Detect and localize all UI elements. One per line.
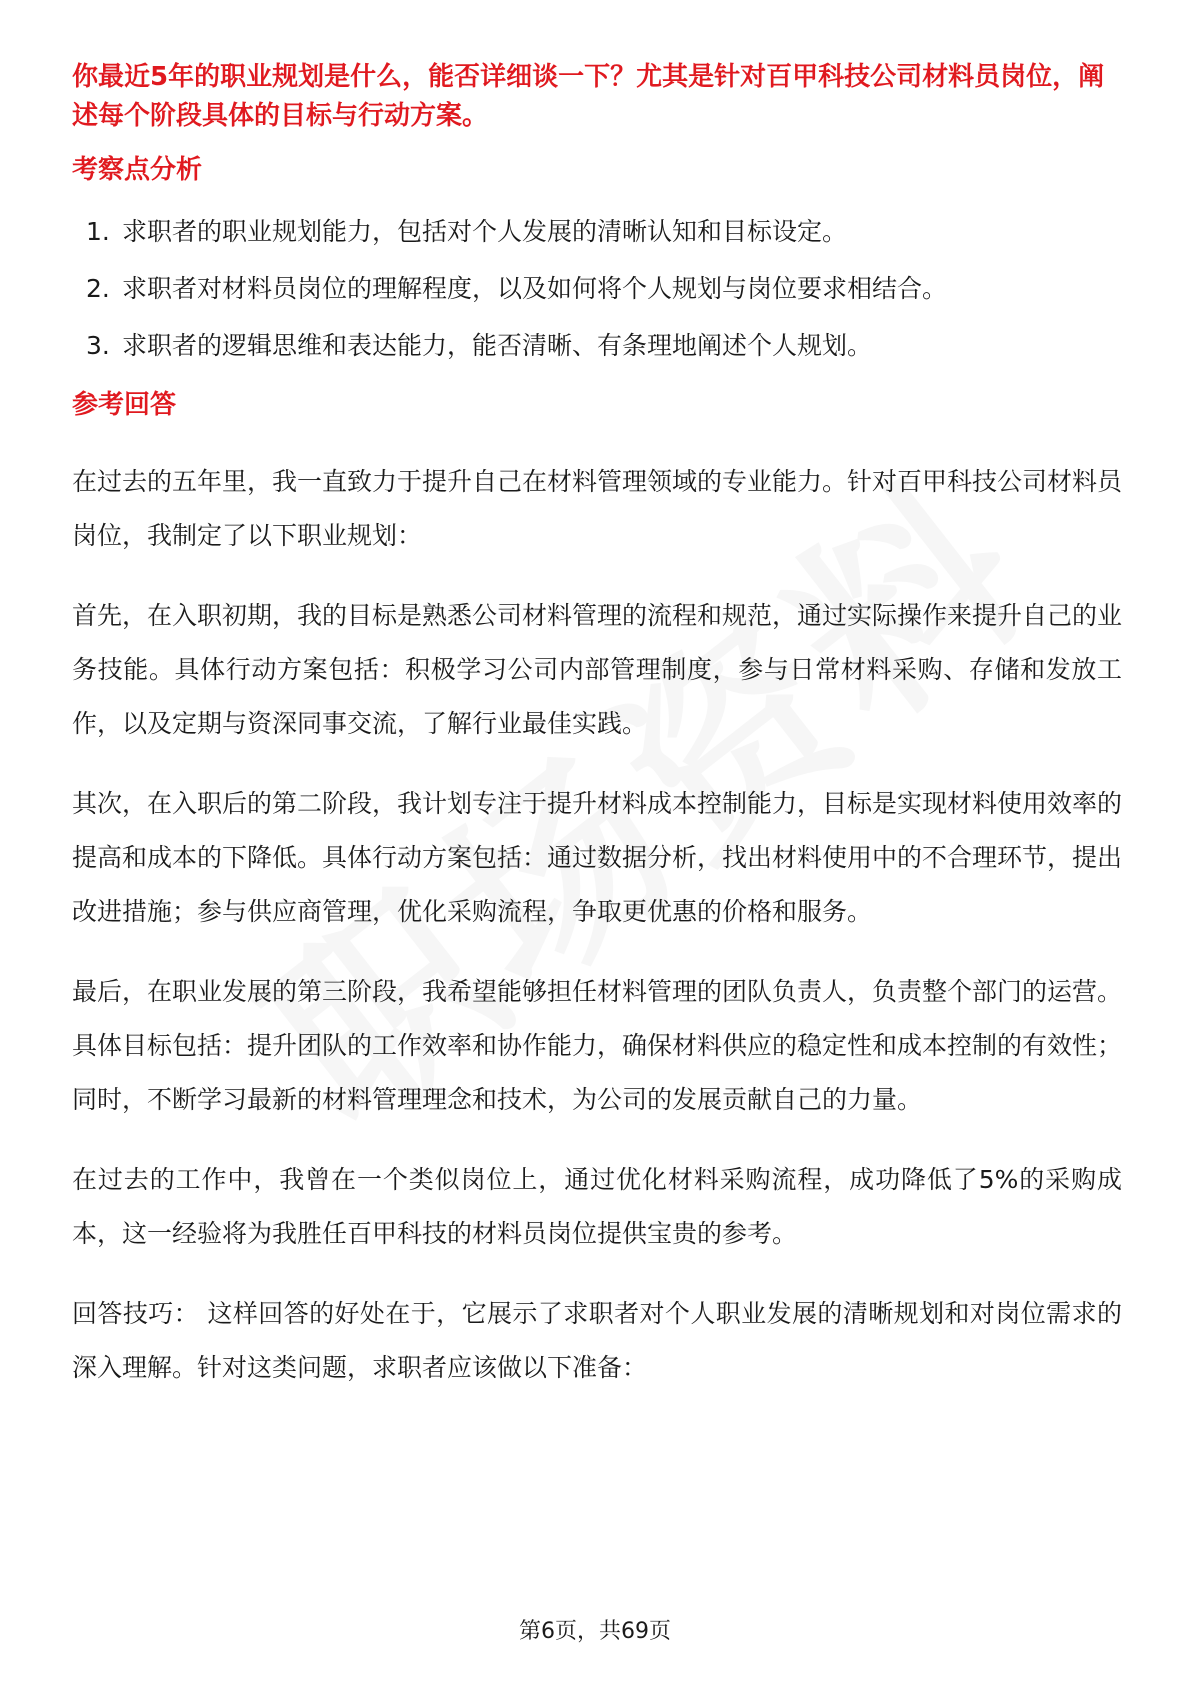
answer-paragraph: 最后，在职业发展的第三阶段，我希望能够担任材料管理的团队负责人，负责整个部门的运营。具体目标包括：提升团队的工作效率和协作能力，确保材料供应的稳定性和成本控制的有效性；同时，不断学习最新的材料管理理念和技术，为公司的发展贡献自己的力量。 <box>72 977 1123 1114</box>
analysis-title: 考察点分析 <box>72 155 203 185</box>
page-footer: 第6页，共69页 <box>519 1619 671 1644</box>
answer-paragraph: 其次，在入职后的第二阶段，我计划专注于提升材料成本控制能力，目标是实现材料使用效率的提高和成本的下降低。具体行动方案包括：通过数据分析，找出材料使用中的不合理环节，提出改进措施；参与供应商管理，优化采购流程，争取更优惠的价格和服务。 <box>72 789 1123 926</box>
analysis-list <box>72 214 1122 363</box>
answer-title: 参考回答 <box>72 390 177 420</box>
answer-paragraph: 首先，在入职初期，我的目标是熟悉公司材料管理的流程和规范，通过实际操作来提升自己的业务技能。具体行动方案包括：积极学习公司内部管理制度，参与日常材料采购、存储和发放工作，以及定期与资深同事交流，了解行业最佳实践。 <box>72 601 1123 738</box>
content <box>72 58 1122 1395</box>
answer-paragraph: 在过去的五年里，我一直致力于提升自己在材料管理领域的专业能力。针对百甲科技公司材料员岗位，我制定了以下职业规划： <box>72 467 1123 550</box>
answer-tips-paragraph: 回答技巧： 这样回答的好处在于，它展示了求职者对个人职业发展的清晰规划和对岗位需求的深入理解。针对这类问题，求职者应该做以下准备： <box>72 1299 1122 1382</box>
list-item <box>72 328 1122 363</box>
question-heading: 你最近5年的职业规划是什么，能否详细谈一下？尤其是针对百甲科技公司材料员岗位，阐述每个阶段具体的目标与行动方案。 <box>72 62 1105 131</box>
list-item-text: 求职者的职业规划能力，包括对个人发展的清晰认知和目标设定。 <box>122 217 848 246</box>
list-item-number: 1. <box>86 217 110 246</box>
answer-paragraph: 在过去的工作中，我曾在一个类似岗位上，通过优化材料采购流程，成功降低了5%的采购成本，这一经验将为我胜任百甲科技的材料员岗位提供宝贵的参考。 <box>72 1165 1122 1248</box>
list-item-text: 求职者的逻辑思维和表达能力，能否清晰、有条理地阐述个人规划。 <box>122 331 873 360</box>
list-item-text: 求职者对材料员岗位的理解程度，以及如何将个人规划与岗位要求相结合。 <box>122 274 948 303</box>
list-item-number: 3. <box>86 331 110 360</box>
list-item <box>72 271 1122 306</box>
list-item <box>72 214 1122 249</box>
list-item-number: 2. <box>86 274 110 303</box>
